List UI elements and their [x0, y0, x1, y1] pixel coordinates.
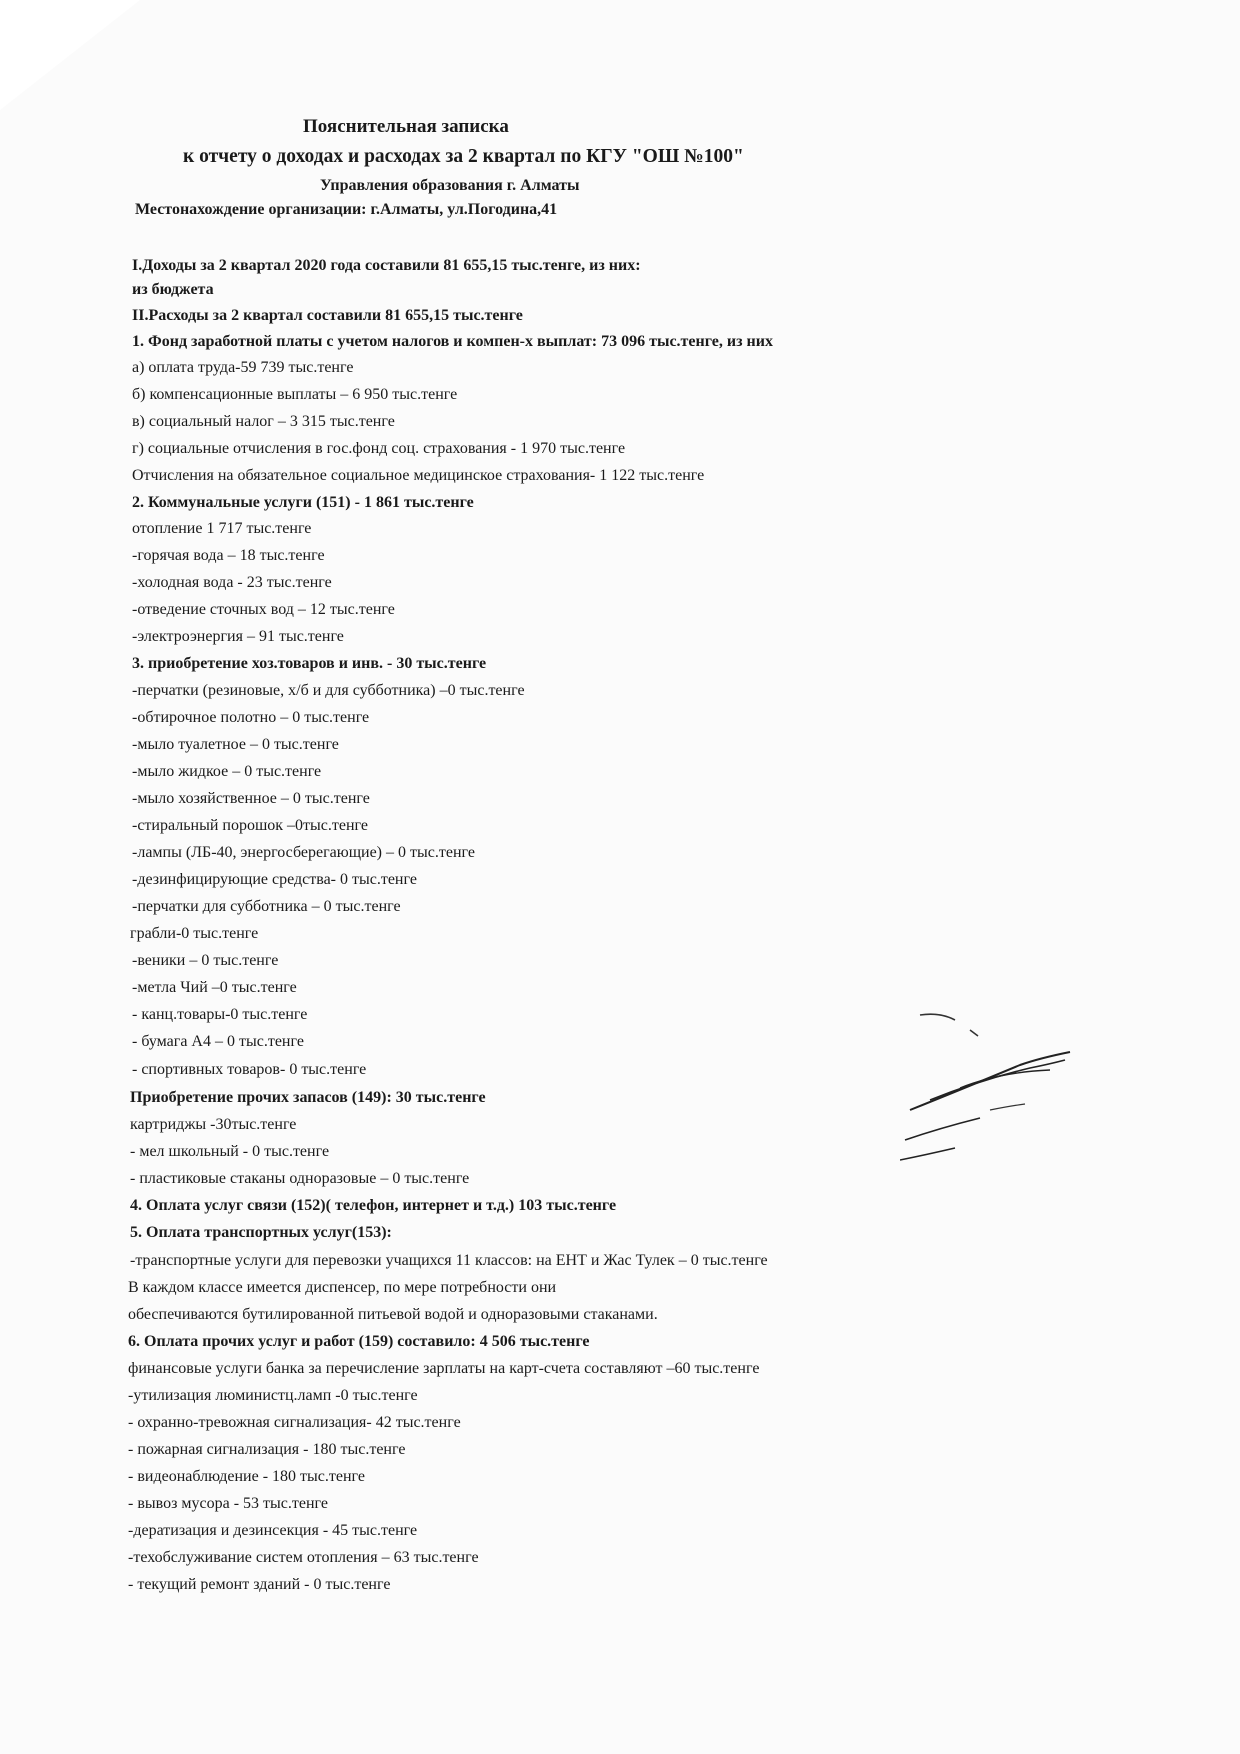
list-item: -лампы (ЛБ-40, энергосберегающие) – 0 тыс.тенге [132, 844, 475, 861]
list-item: -дезинфицирующие средства- 0 тыс.тенге [132, 871, 417, 888]
section-heading: Приобретение прочих запасов (149): 30 тыс.тенге [130, 1089, 486, 1106]
list-item: а) оплата труда-59 739 тыс.тенге [132, 359, 354, 376]
list-item: -электроэнергия – 91 тыс.тенге [132, 628, 344, 645]
list-item: финансовые услуги банка за перечисление зарплаты на карт-счета составляют –60 тыс.тенге [128, 1360, 760, 1377]
list-item: - видеонаблюдение - 180 тыс.тенге [128, 1468, 365, 1485]
list-item: -дератизация и дезинсекция - 45 тыс.тенге [128, 1522, 418, 1539]
list-item: -мыло жидкое – 0 тыс.тенге [132, 763, 322, 780]
list-item: -утилизация люминистц.ламп -0 тыс.тенге [128, 1387, 418, 1404]
expenses-total: II.Расходы за 2 квартал составили 81 655,15 тыс.тенге [132, 307, 523, 324]
document-title: Пояснительная записка [303, 116, 509, 137]
list-item: -обтирочное полотно – 0 тыс.тенге [132, 709, 370, 726]
organization-location: Местонахождение организации: г.Алматы, ул.Погодина,41 [135, 201, 558, 218]
list-item: - бумага А4 – 0 тыс.тенге [132, 1033, 304, 1050]
list-item: -перчатки для субботника – 0 тыс.тенге [132, 898, 401, 915]
section-heading: 3. приобретение хоз.товаров и инв. - 30 тыс.тенге [132, 655, 487, 672]
list-item: грабли-0 тыс.тенге [130, 925, 259, 942]
list-item: В каждом классе имеется диспенсер, по мере потребности они [128, 1279, 557, 1296]
list-item: -мыло хозяйственное – 0 тыс.тенге [132, 790, 370, 807]
list-item: - пожарная сигнализация - 180 тыс.тенге [128, 1441, 406, 1458]
list-item: -веники – 0 тыс.тенге [132, 952, 279, 969]
section-heading: 2. Коммунальные услуги (151) - 1 861 тыс.тенге [132, 494, 474, 511]
list-item: - спортивных товаров- 0 тыс.тенге [132, 1061, 367, 1078]
list-item: - канц.товары-0 тыс.тенге [132, 1006, 308, 1023]
list-item: отопление 1 717 тыс.тенге [132, 520, 312, 537]
list-item: - вывоз мусора - 53 тыс.тенге [128, 1495, 329, 1512]
list-item: -метла Чий –0 тыс.тенге [132, 979, 297, 996]
document-subtitle: к отчету о доходах и расходах за 2 квартал по КГУ "ОШ №100" [183, 146, 744, 167]
section-heading: 1. Фонд заработной платы с учетом налогов и компен-х выплат: 73 096 тыс.тенге, из них [132, 333, 773, 350]
section-heading: 6. Оплата прочих услуг и работ (159) составило: 4 506 тыс.тенге [128, 1333, 590, 1350]
list-item: -горячая вода – 18 тыс.тенге [132, 547, 325, 564]
list-item: б) компенсационные выплаты – 6 950 тыс.тенге [132, 386, 458, 403]
list-item: -техобслуживание систем отопления – 63 тыс.тенге [128, 1549, 479, 1566]
list-item: -перчатки (резиновые, х/б и для субботника) –0 тыс.тенге [132, 682, 525, 699]
list-item: -транспортные услуги для перевозки учащихся 11 классов: на ЕНТ и Жас Тулек – 0 тыс.тенге [130, 1252, 768, 1269]
income-source: из бюджета [132, 281, 214, 298]
list-item: - охранно-тревожная сигнализация- 42 тыс.тенге [128, 1414, 461, 1431]
list-item: Отчисления на обязательное социальное медицинское страхования- 1 122 тыс.тенге [132, 467, 705, 484]
handwritten-signature [900, 1010, 1090, 1180]
list-item: картриджы -30тыс.тенге [130, 1116, 297, 1133]
list-item: - мел школьный - 0 тыс.тенге [130, 1143, 330, 1160]
list-item: г) социальные отчисления в гос.фонд соц. страхования - 1 970 тыс.тенге [132, 440, 626, 457]
income-total: I.Доходы за 2 квартал 2020 года составили 81 655,15 тыс.тенге, из них: [132, 257, 641, 274]
list-item: в) социальный налог – 3 315 тыс.тенге [132, 413, 395, 430]
list-item: - текущий ремонт зданий - 0 тыс.тенге [128, 1576, 391, 1593]
list-item: -мыло туалетное – 0 тыс.тенге [132, 736, 339, 753]
department-name: Управления образования г. Алматы [320, 177, 580, 194]
list-item: -отведение сточных вод – 12 тыс.тенге [132, 601, 395, 618]
section-heading: 5. Оплата транспортных услуг(153): [130, 1224, 392, 1241]
list-item: обеспечиваются бутилированной питьевой водой и одноразовыми стаканами. [128, 1306, 658, 1323]
section-heading: 4. Оплата услуг связи (152)( телефон, интернет и т.д.) 103 тыс.тенге [130, 1197, 617, 1214]
list-item: -стиральный порошок –0тыс.тенге [132, 817, 368, 834]
list-item: -холодная вода - 23 тыс.тенге [132, 574, 332, 591]
list-item: - пластиковые стаканы одноразовые – 0 тыс.тенге [130, 1170, 470, 1187]
